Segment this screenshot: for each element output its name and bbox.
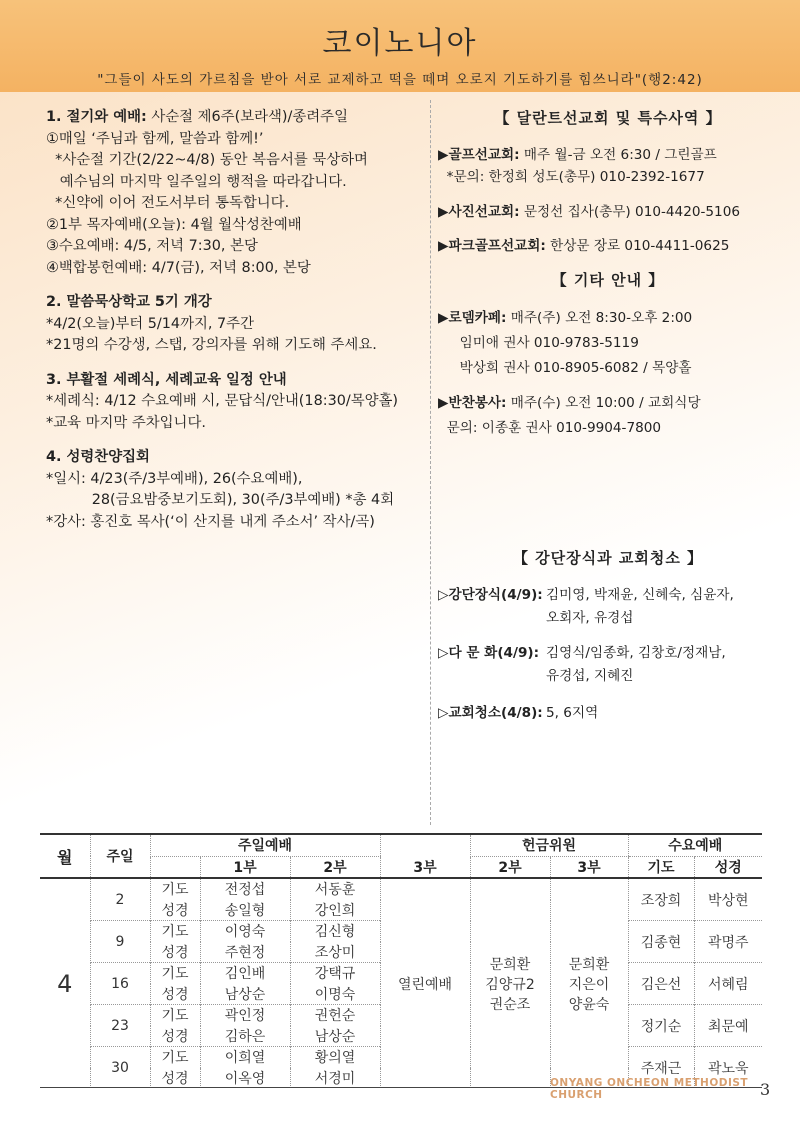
wed-bible-cell: 곽노욱 (694, 1047, 762, 1089)
tea-value-1: 김영식/임종화, 김창호/정재남, (546, 645, 726, 661)
clean-value: 5, 6지역 (546, 705, 599, 721)
header-1bu: 1부 (200, 856, 290, 878)
header-offering-3bu: 3부 (550, 856, 628, 878)
altar-value-2: 오회자, 유경섭 (546, 610, 634, 626)
role-cell: 기도 (150, 878, 200, 900)
altar-value-1: 김미영, 박재윤, 신혜숙, 심윤자, (546, 587, 734, 603)
tea-value-2: 유경섭, 지혜진 (546, 668, 634, 684)
offering-name: 김양규2 (485, 976, 535, 993)
name-cell: 강택규 (290, 963, 380, 984)
section-baptism (46, 370, 426, 435)
header-offering-2bu: 2부 (470, 856, 550, 878)
text-line: *21명의 수강생, 스탭, 강의자를 위해 기도해 주세요. (46, 337, 377, 353)
week-day: 16 (90, 963, 150, 1005)
wed-bible-cell: 박상현 (694, 878, 762, 921)
section-heading: 2. 말씀묵상학교 5기 개강 (46, 294, 212, 310)
schedule-table-wrap (40, 833, 762, 1088)
altar-heading: 【 강단장식과 교회청소 】 (512, 549, 704, 567)
photo-label: ▶사진선교회: (438, 204, 520, 220)
left-column (46, 107, 426, 546)
section-heading: 1. 절기와 예배: (46, 109, 147, 125)
name-cell: 서경미 (290, 1068, 380, 1089)
service3-cell: 열린예배 (380, 878, 470, 1088)
altar-label: ▷강단장식(4/9): (438, 587, 543, 603)
header-3bu: 3부 (380, 856, 470, 878)
role-cell: 기도 (150, 1047, 200, 1068)
name-cell: 황의열 (290, 1047, 380, 1068)
name-cell: 남상순 (290, 1026, 380, 1047)
header-verse: "그들이 사도의 가르침을 받아 서로 교제하고 떡을 떼며 오로지 기도하기를 힘쓰니라"(행2:42) (97, 72, 703, 88)
name-cell: 서동훈 (290, 878, 380, 900)
wed-pray-cell: 김종현 (628, 921, 694, 963)
meal-text: 매주(수) 오전 10:00 / 교회식당 (506, 395, 701, 411)
week-day: 30 (90, 1047, 150, 1089)
text-line: ④백합봉헌예배: 4/7(금), 저녁 8:00, 본당 (46, 259, 311, 276)
week-day: 2 (90, 878, 150, 921)
header-sunday-service: 주일예배 (150, 834, 380, 856)
section-meditation-school (46, 292, 426, 357)
church-logo-text: ONYANG ONCHEON METHODIST CHURCH (550, 1077, 749, 1101)
role-cell: 기도 (150, 1005, 200, 1026)
week-day: 9 (90, 921, 150, 963)
wed-bible-cell: 곽명주 (694, 921, 762, 963)
cafe-contact-1: 임미애 권사 010-9783-5119 (438, 335, 639, 351)
offering-3bu-cell (550, 878, 628, 1088)
name-cell: 김하은 (200, 1026, 290, 1047)
name-cell: 전정섭 (200, 878, 290, 900)
offering-name: 문희환 (568, 956, 610, 973)
golf-contact: *문의: 한정희 성도(총무) 010-2392-1677 (438, 169, 705, 185)
name-cell: 이옥영 (200, 1068, 290, 1089)
role-cell: 기도 (150, 963, 200, 984)
header-offering: 헌금위원 (470, 834, 628, 856)
meal-label: ▶반찬봉사: (438, 395, 507, 411)
right-column (438, 107, 778, 725)
wed-bible-cell: 서혜림 (694, 963, 762, 1005)
header-wednesday-service: 수요예배 (628, 834, 762, 856)
text-line: *신약에 이어 전도서부터 통독합니다. (46, 195, 290, 211)
role-cell: 성경 (150, 900, 200, 921)
text-line: 28(금요밤중보기도회), 30(주/3부예배) *총 4회 (46, 492, 395, 508)
name-cell: 이영숙 (200, 921, 290, 942)
name-cell: 곽인정 (200, 1005, 290, 1026)
parkgolf-mission (438, 234, 778, 254)
wed-pray-cell: 조장희 (628, 878, 694, 921)
table-row (40, 878, 762, 900)
text-line: *교육 마지막 주차입니다. (46, 414, 206, 431)
cafe-contact-2: 박상희 권사 010-8905-6082 / 목양홀 (438, 360, 692, 376)
schedule-table (40, 833, 762, 1088)
name-cell: 권헌순 (290, 1005, 380, 1026)
cafe-info (438, 306, 778, 331)
church-cleaning (438, 702, 778, 725)
name-cell: 김신형 (290, 921, 380, 942)
offering-name: 문희환 (489, 956, 531, 973)
page-title: 코이노니아 (322, 26, 478, 61)
offering-name: 권순조 (489, 996, 531, 1013)
text-line: 예수님의 마지막 일주일의 행적을 따라갑니다. (46, 173, 347, 190)
photo-mission (438, 200, 778, 220)
text-line: *4/2(오늘)부터 5/14까지, 7주간 (46, 315, 254, 332)
name-cell: 남상순 (200, 984, 290, 1005)
footer-rule (40, 1087, 762, 1088)
golf-label: ▶골프선교회: (438, 147, 520, 163)
meal-info (438, 391, 778, 416)
name-cell: 이명숙 (290, 984, 380, 1005)
name-cell: 김인배 (200, 963, 290, 984)
wed-pray-cell: 정기순 (628, 1005, 694, 1047)
page-header (0, 0, 800, 92)
section-heading-rest: 사순절 제6주(보라색)/종려주일 (146, 109, 348, 125)
name-cell: 이희열 (200, 1047, 290, 1068)
role-cell: 성경 (150, 984, 200, 1005)
section-praise-meeting (46, 447, 426, 533)
wed-pray-cell: 주재근 (628, 1047, 694, 1089)
golf-text: 매주 월-금 오전 6:30 / 그린골프 (519, 147, 717, 163)
wed-bible-cell: 최문예 (694, 1005, 762, 1047)
cafe-label: ▶로뎀카페: (438, 310, 507, 326)
month-cell: 4 (57, 969, 73, 998)
role-cell: 기도 (150, 921, 200, 942)
meal-contact: 문의: 이종훈 권사 010-9904-7800 (438, 420, 662, 436)
role-cell: 성경 (150, 1026, 200, 1047)
altar-decoration (438, 584, 778, 630)
text-line: *세례식: 4/12 수요예배 시, 문답식/안내(18:30/목양홀) (46, 393, 399, 409)
parkgolf-label: ▶파크골프선교회: (438, 238, 546, 254)
photo-text: 문정선 집사(총무) 010-4420-5106 (519, 204, 740, 220)
header-2bu: 2부 (290, 856, 380, 878)
text-line: ①매일 ‘주님과 함께, 말씀과 함께!’ (46, 130, 264, 147)
parkgolf-text: 한상문 장로 010-4411-0625 (545, 238, 730, 254)
page-number: 3 (760, 1080, 771, 1099)
offering-name: 지은이 (568, 976, 610, 993)
section-heading: 4. 성령찬양집회 (46, 449, 150, 465)
tea-label: ▷다 문 화(4/9): (438, 645, 540, 661)
golf-mission (438, 144, 778, 166)
text-line: ③수요예배: 4/5, 저녁 7:30, 본당 (46, 238, 258, 254)
text-line: ②1부 목자예배(오늘): 4월 월삭성찬예배 (46, 216, 302, 233)
offering-2bu-cell (470, 878, 550, 1088)
header-wed-pray: 기도 (628, 856, 694, 878)
name-cell: 주현정 (200, 942, 290, 963)
cafe-text: 매주(주) 오전 8:30-오후 2:00 (506, 310, 693, 326)
header-wed-bible: 성경 (694, 856, 762, 878)
name-cell: 송일형 (200, 900, 290, 921)
offering-name: 양윤숙 (568, 996, 610, 1013)
header-week: 주일 (90, 834, 150, 878)
role-cell: 성경 (150, 942, 200, 963)
text-line: *일시: 4/23(주/3부예배), 26(수요예배), (46, 470, 303, 487)
text-line: *사순절 기간(2/22~4/8) 동안 복음서를 묵상하며 (46, 152, 368, 168)
clean-label: ▷교회청소(4/8): (438, 705, 543, 721)
section-heading: 3. 부활절 세례식, 세례교육 일정 안내 (46, 371, 287, 388)
week-day: 23 (90, 1005, 150, 1047)
wed-pray-cell: 김은선 (628, 963, 694, 1005)
text-line: *강사: 홍진호 목사(‘이 산지를 내게 주소서’ 작사/곡) (46, 513, 375, 530)
etc-heading: 【 기타 안내 】 (551, 271, 665, 289)
name-cell: 강인희 (290, 900, 380, 921)
role-cell: 성경 (150, 1068, 200, 1089)
section-worship (46, 107, 426, 279)
tea-service (438, 642, 778, 688)
column-divider (430, 100, 431, 825)
mission-heading: 【 달란트선교회 및 특수사역 】 (494, 109, 722, 127)
name-cell: 조상미 (290, 942, 380, 963)
header-month: 월 (40, 834, 90, 878)
